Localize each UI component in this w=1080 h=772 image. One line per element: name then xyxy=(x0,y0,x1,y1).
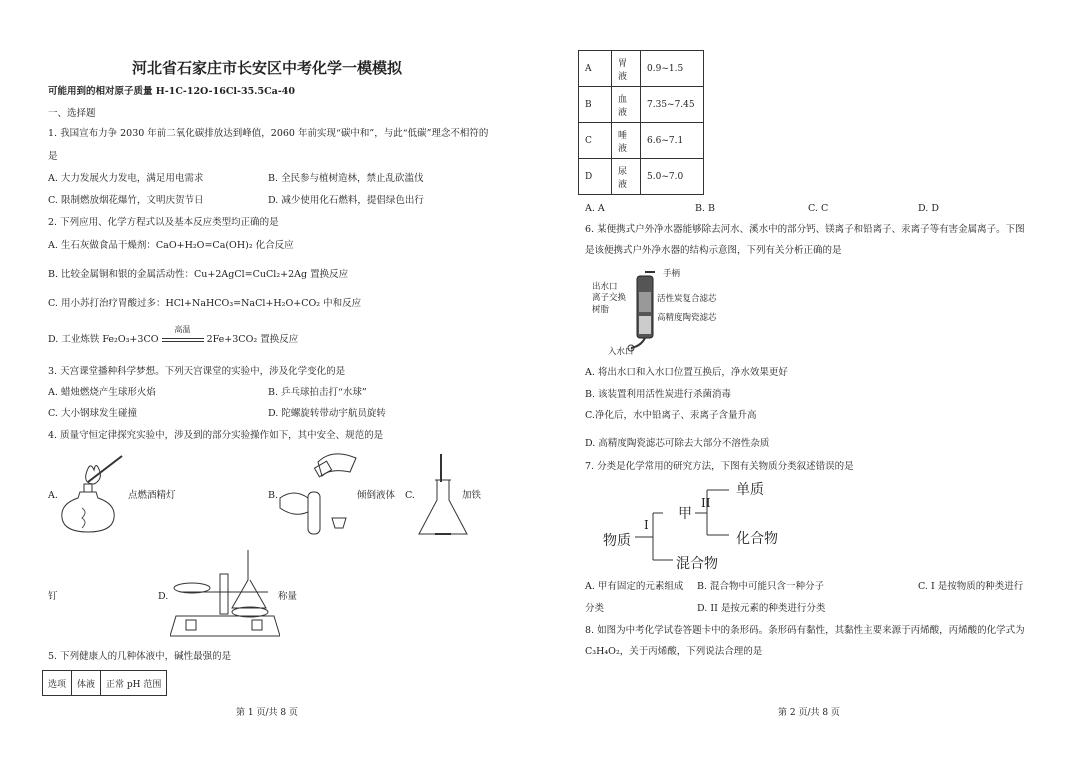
purifier-label-ceramic: 高精度陶瓷滤芯 xyxy=(657,313,717,323)
purifier-label-carbon: 活性炭复合滤芯 xyxy=(657,294,717,304)
q7-option-c-cont: 分类 xyxy=(585,603,605,614)
purifier-label-outlet: 出水口 xyxy=(592,282,618,292)
table-row xyxy=(579,87,704,123)
q4-stem: 4. 质量守恒定律探究实验中，涉及到的部分实验操作如下，其中安全、规范的是 xyxy=(48,430,384,441)
diagram-element: 单质 xyxy=(736,482,764,498)
q4-c-label-cont: 钉 xyxy=(48,591,58,602)
table-cell: A xyxy=(579,51,612,87)
ph-header-fluid: 体液 xyxy=(72,671,101,696)
q8-stem-cont: C₃H₄O₂，关于丙烯酸，下列说法合理的是 xyxy=(585,646,763,657)
table-cell: D xyxy=(579,159,612,195)
q4-c-label: 加铁 xyxy=(462,490,482,501)
q8-stem: 8. 如图为中考化学试卷答题卡中的条形码。条形码有黏性，其黏性主要来源于丙烯酸，丙烯酸的化学式为 xyxy=(585,625,1025,636)
q2-stem: 2. 下列应用、化学方程式以及基本反应类型均正确的是 xyxy=(48,217,279,228)
q1-option-d: D. 减少使用化石燃料，提倡绿色出行 xyxy=(268,195,424,206)
ph-table-header xyxy=(42,670,167,696)
q1-option-c: C. 限制燃放烟花爆竹，文明庆贺节日 xyxy=(48,195,204,206)
q3-stem: 3. 天宫课堂播种科学梦想。下列天宫课堂的实验中，涉及化学变化的是 xyxy=(48,366,346,377)
q2-d-condition: 高温 xyxy=(174,325,191,334)
q4-a-letter: A. xyxy=(48,490,58,501)
left-footer: 第 1 页/共 8 页 xyxy=(236,708,298,718)
ph-table xyxy=(578,50,704,195)
diagram-jia: 甲 xyxy=(678,506,692,522)
q4-d-label: 称量 xyxy=(278,591,298,602)
page-title: 河北省石家庄市长安区中考化学一模模拟 xyxy=(132,59,403,77)
q7-option-c: C. I 是按物质的种类进行 xyxy=(918,581,1024,592)
q1-option-a: A. 大力发展火力发电，满足用电需求 xyxy=(48,173,204,184)
q3-option-d: D. 陀螺旋转带动宇航员旋转 xyxy=(268,408,386,419)
table-cell: C xyxy=(579,123,612,159)
q6-option-a: A. 将出水口和入水口位置互换后，净水效果更好 xyxy=(585,367,788,378)
table-cell: 唾液 xyxy=(612,123,641,159)
right-footer: 第 2 页/共 8 页 xyxy=(778,708,840,718)
table-cell: 0.9~1.5 xyxy=(641,51,704,87)
q2-option-c: C. 用小苏打治疗胃酸过多：HCl+NaHCO₃=NaCl+H₂O+CO₂ 中和反应 xyxy=(48,298,362,309)
q3-option-a: A. 蜡烛燃烧产生球形火焰 xyxy=(48,387,156,398)
q6-stem: 6. 某便携式户外净水器能够除去河水、溪水中的部分钙、镁离子和铅离子、汞离子等有害金属离子。下图 xyxy=(585,224,1025,235)
q7-stem: 7. 分类是化学常用的研究方法，下图有关物质分类叙述错误的是 xyxy=(585,461,854,472)
q2-option-b: B. 比较金属铜和银的金属活动性：Cu+2AgCl=CuCl₂+2Ag 置换反应 xyxy=(48,269,349,280)
q5-stem: 5. 下列健康人的几种体液中，碱性最强的是 xyxy=(48,651,232,662)
table-row xyxy=(579,159,704,195)
q2-option-d xyxy=(48,325,299,346)
q5-option-c: C. C xyxy=(808,203,829,214)
diagram-roman-2: II xyxy=(701,496,711,510)
q7-option-d: D. II 是按元素的种类进行分类 xyxy=(697,603,826,614)
table-cell: 尿液 xyxy=(612,159,641,195)
table-cell: 6.6~7.1 xyxy=(641,123,704,159)
diagram-matter: 物质 xyxy=(603,533,631,549)
q4-b-letter: B. xyxy=(268,490,279,501)
table-cell: 5.0~7.0 xyxy=(641,159,704,195)
q2-d-post: 2Fe+3CO₂ 置换反应 xyxy=(206,334,299,345)
q5-option-b: B. B xyxy=(695,203,716,214)
q4-b-label: 倾倒液体 xyxy=(357,490,396,501)
purifier-label-handle: 手柄 xyxy=(663,269,681,279)
q1-stem: 1. 我国宣布力争 2030 年前二氧化碳排放达到峰值，2060 年前实现“碳中和”，与此“低碳”理念不相符的 xyxy=(48,128,489,139)
q7-option-a: A. 甲有固定的元素组成 xyxy=(585,581,684,592)
q6-option-b: B. 该装置利用活性炭进行杀菌消毒 xyxy=(585,389,732,400)
q6-option-d: D. 高精度陶瓷滤芯可除去大部分不溶性杂质 xyxy=(585,438,770,449)
q5-option-d: D. D xyxy=(918,203,939,214)
ph-header-range: 正常 pH 范围 xyxy=(101,671,167,696)
q7-option-b: B. 混合物中可能只含一种分子 xyxy=(697,581,825,592)
section-heading: 一、选择题 xyxy=(48,108,96,119)
q6-option-c: C.净化后，水中铅离子、汞离子含量升高 xyxy=(585,410,757,421)
diagram-mixture: 混合物 xyxy=(676,556,718,572)
balance-scale-illustration xyxy=(170,540,280,646)
q5-option-a: A. A xyxy=(585,203,605,214)
q1-option-b: B. 全民参与植树造林，禁止乱砍滥伐 xyxy=(268,173,424,184)
ph-header-option: 选项 xyxy=(43,671,72,696)
purifier-label-resin: 离子交换树脂 xyxy=(592,293,627,315)
purifier-label-inlet: 入水口 xyxy=(608,347,634,357)
q6-stem-cont: 是该便携式户外净水器的结构示意图，下列有关分析正确的是 xyxy=(585,245,842,256)
table-cell: 胃液 xyxy=(612,51,641,87)
table-row xyxy=(579,123,704,159)
diagram-compound: 化合物 xyxy=(736,531,778,547)
q3-option-c: C. 大小钢球发生碰撞 xyxy=(48,408,137,419)
q4-c-letter: C. xyxy=(405,490,415,501)
table-cell: 7.35~7.45 xyxy=(641,87,704,123)
q1-stem-cont: 是 xyxy=(48,151,58,162)
pouring-liquid-illustration xyxy=(278,448,358,540)
alcohol-lamp-illustration xyxy=(60,452,128,537)
table-row xyxy=(579,51,704,87)
atomic-mass-note: 可能用到的相对原子质量 H-1C-12O-16Cl-35.5Ca-40 xyxy=(48,86,295,97)
q4-d-letter: D. xyxy=(158,591,169,602)
q2-d-condition-arrow xyxy=(162,325,204,342)
q3-option-b: B. 乒乓球拍击打“水球” xyxy=(268,387,367,398)
diagram-roman-1: I xyxy=(644,518,649,532)
table-cell: 血液 xyxy=(612,87,641,123)
q2-option-a: A. 生石灰做食品干燥剂：CaO+H₂O=Ca(OH)₂ 化合反应 xyxy=(48,240,294,251)
q2-d-pre: D. 工业炼铁 Fe₂O₃+3CO xyxy=(48,334,159,345)
q4-a-label: 点燃酒精灯 xyxy=(128,490,176,501)
table-cell: B xyxy=(579,87,612,123)
conical-flask-illustration xyxy=(415,452,475,540)
